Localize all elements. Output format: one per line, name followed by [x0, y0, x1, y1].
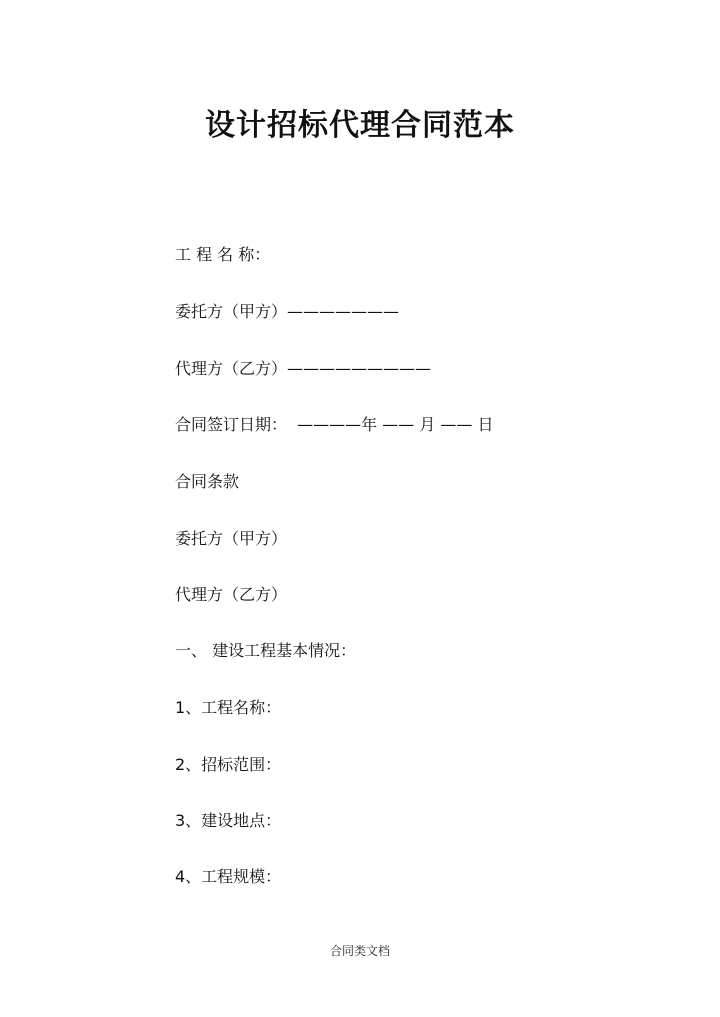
item-project-name: 1、工程名称：	[175, 698, 282, 717]
client-party-a-label: 委托方（甲方）	[175, 529, 288, 548]
document-title: 设计招标代理合同范本	[205, 108, 515, 143]
page-footer: 合同类文档	[329, 944, 390, 958]
item-project-scale: 4、工程规模：	[175, 867, 282, 886]
item-bidding-scope: 2、招标范围：	[175, 755, 282, 774]
agent-party-b-line: 代理方（乙方）—————————	[175, 359, 432, 378]
agent-party-b-label: 代理方（乙方）	[175, 585, 288, 604]
section-1-heading: 一、 建设工程基本情况：	[175, 641, 357, 660]
signing-date-line: 合同签订日期： ————年 —— 月 —— 日	[175, 415, 494, 434]
contract-terms-heading: 合同条款	[175, 472, 240, 491]
project-name-line: 工 程 名 称：	[175, 245, 271, 264]
client-party-a-line: 委托方（甲方）———————	[175, 302, 400, 321]
item-construction-site: 3、建设地点：	[175, 811, 282, 830]
